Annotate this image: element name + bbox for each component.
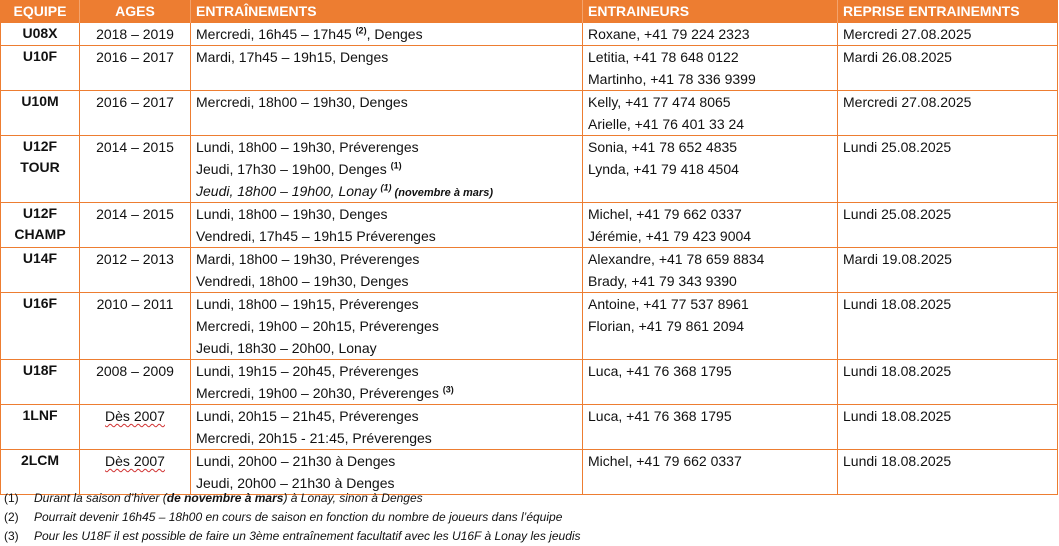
restart-cell xyxy=(838,405,1058,450)
table-row xyxy=(1,136,1058,203)
team-name: U12F xyxy=(22,138,58,154)
training-text: Jeudi, 18h30 – 20h00, Lonay xyxy=(196,340,377,356)
coaches-cell xyxy=(583,46,838,91)
ages-cell xyxy=(80,360,191,405)
restart-cell xyxy=(838,450,1058,495)
table-row xyxy=(1,203,1058,248)
coach-contact: Brady, +41 79 343 9390 xyxy=(588,273,737,289)
team-cell xyxy=(1,450,80,495)
training-text: Mercredi, 19h00 – 20h30, Préverenges xyxy=(196,385,443,401)
coach-contact: Michel, +41 79 662 0337 xyxy=(588,206,742,222)
coach-contact: Jérémie, +41 79 423 9004 xyxy=(588,228,752,244)
footnote-ref: (1) xyxy=(380,182,392,193)
footnote-text-before: Durant la saison d’hiver ( xyxy=(34,491,167,505)
training-text: Mardi, 18h00 – 19h30, Préverenges xyxy=(196,251,420,267)
trainings-cell xyxy=(191,360,583,405)
ages-value: 2012 – 2013 xyxy=(96,251,174,267)
ages-cell xyxy=(80,136,191,203)
footnote xyxy=(4,508,581,527)
coach-contact: Martinho, +41 78 336 9399 xyxy=(588,71,756,87)
training-text: Mercredi, 19h00 – 20h15, Préverenges xyxy=(196,318,439,334)
restart-cell xyxy=(838,360,1058,405)
trainings-cell xyxy=(191,450,583,495)
trainings-cell xyxy=(191,203,583,248)
trainings-cell xyxy=(191,248,583,293)
trainings-cell xyxy=(191,46,583,91)
ages-value: Dès 2007 xyxy=(105,408,165,424)
footnote-text-after: ) à Lonay, sinon à Denges xyxy=(283,491,423,505)
table-row xyxy=(1,23,1058,46)
training-text: Mercredi, 20h15 - 21:45, Préverenges xyxy=(196,430,432,446)
training-text: Lundi, 20h00 – 21h30 à Denges xyxy=(196,453,396,469)
team-cell xyxy=(1,91,80,136)
header-training: ENTRAÎNEMENTS xyxy=(191,0,583,23)
team-cell xyxy=(1,136,80,203)
training-line xyxy=(196,91,582,113)
training-line xyxy=(196,203,582,225)
coaches-cell xyxy=(583,136,838,203)
training-note: (novembre à mars) xyxy=(391,187,493,199)
training-text: Lundi, 18h00 – 19h30, Préverenges xyxy=(196,139,419,155)
ages-value: 2014 – 2015 xyxy=(96,139,174,155)
coach-contact: Alexandre, +41 78 659 8834 xyxy=(588,251,765,267)
coach-contact: Michel, +41 79 662 0337 xyxy=(588,453,742,469)
coach-contact: Florian, +41 79 861 2094 xyxy=(588,318,745,334)
restart-date: Lundi 25.08.2025 xyxy=(843,206,952,222)
coaches-cell xyxy=(583,203,838,248)
restart-date: Lundi 25.08.2025 xyxy=(843,139,952,155)
ages-value: 2016 – 2017 xyxy=(96,49,174,65)
training-line xyxy=(196,180,582,202)
training-text: Lundi, 20h15 – 21h45, Préverenges xyxy=(196,408,419,424)
trainings-cell xyxy=(191,405,583,450)
restart-cell xyxy=(838,46,1058,91)
training-text: Lundi, 18h00 – 19h15, Préverenges xyxy=(196,296,419,312)
coaches-cell xyxy=(583,293,838,360)
restart-date: Mardi 19.08.2025 xyxy=(843,251,952,267)
team-name: U16F xyxy=(22,295,58,311)
footnote-ref: (3) xyxy=(442,384,454,395)
team-cell xyxy=(1,293,80,360)
training-line xyxy=(196,382,582,404)
training-text: Jeudi, 18h00 – 19h00, Lonay xyxy=(196,183,381,199)
restart-cell xyxy=(838,203,1058,248)
coach-contact: Kelly, +41 77 474 8065 xyxy=(588,94,731,110)
footnote-text-bold: de novembre à mars xyxy=(166,491,284,505)
table-row xyxy=(1,450,1058,495)
footnotes xyxy=(4,489,581,546)
coaches-cell xyxy=(583,405,838,450)
team-name: U12F xyxy=(22,205,58,221)
restart-date: Lundi 18.08.2025 xyxy=(843,363,952,379)
table-row xyxy=(1,248,1058,293)
training-line xyxy=(196,337,582,359)
footnote-number: (2) xyxy=(4,510,19,524)
table-row xyxy=(1,293,1058,360)
trainings-cell xyxy=(191,91,583,136)
training-text: Vendredi, 17h45 – 19h15 Préverenges xyxy=(196,228,436,244)
training-line xyxy=(196,46,582,68)
restart-date: Lundi 18.08.2025 xyxy=(843,408,952,424)
restart-date: Mercredi 27.08.2025 xyxy=(843,26,972,42)
footnote-text xyxy=(34,527,581,546)
training-location: , Denges xyxy=(366,26,423,42)
team-cell xyxy=(1,248,80,293)
team-name: U10F xyxy=(22,48,58,64)
training-text: Jeudi, 20h00 – 21h30 à Denges xyxy=(196,475,395,491)
footnote xyxy=(4,527,581,546)
trainings-cell xyxy=(191,136,583,203)
coach-contact: Letitia, +41 78 648 0122 xyxy=(588,49,739,65)
training-line xyxy=(196,360,582,382)
training-text: Mercredi, 18h00 – 19h30, Denges xyxy=(196,94,408,110)
training-text: Lundi, 18h00 – 19h30, Denges xyxy=(196,206,388,222)
coaches-cell xyxy=(583,360,838,405)
restart-cell xyxy=(838,136,1058,203)
footnote-text-before: Pour les U18F il est possible de faire un 3ème entraînement facultatif avec les U16F à Lonay les jeudis xyxy=(34,529,581,543)
trainings-cell xyxy=(191,23,583,46)
coaches-cell xyxy=(583,450,838,495)
training-text: Lundi, 19h15 – 20h45, Préverenges xyxy=(196,363,419,379)
ages-value: 2018 – 2019 xyxy=(96,26,174,42)
footnote xyxy=(4,489,581,508)
team-cell xyxy=(1,46,80,91)
ages-cell xyxy=(80,450,191,495)
ages-value: 2008 – 2009 xyxy=(96,363,174,379)
restart-cell xyxy=(838,91,1058,136)
table-row xyxy=(1,405,1058,450)
ages-value: 2014 – 2015 xyxy=(96,206,174,222)
coaches-cell xyxy=(583,248,838,293)
footnote-ref: (2) xyxy=(355,25,367,36)
header-team: EQUIPE xyxy=(1,0,80,23)
schedule-body xyxy=(1,23,1058,495)
restart-cell xyxy=(838,248,1058,293)
team-cell xyxy=(1,23,80,46)
footnote-text-before: Pourrait devenir 16h45 – 18h00 en cours de saison en fonction du nombre de joueurs dans l’équipe xyxy=(34,510,563,524)
team-name: U14F xyxy=(22,250,58,266)
team-name: U08X xyxy=(22,25,58,41)
training-line xyxy=(196,293,582,315)
ages-cell xyxy=(80,405,191,450)
training-text: Mardi, 17h45 – 19h15, Denges xyxy=(196,49,389,65)
team-cell xyxy=(1,203,80,248)
coach-contact: Sonia, +41 78 652 4835 xyxy=(588,139,738,155)
table-row xyxy=(1,91,1058,136)
training-line xyxy=(196,23,582,45)
training-line xyxy=(196,270,582,292)
training-text: Mercredi, 16h45 – 17h45 xyxy=(196,26,356,42)
ages-cell xyxy=(80,293,191,360)
team-name: 2LCM xyxy=(20,452,60,468)
team-name: U10M xyxy=(21,93,59,109)
training-text: Jeudi, 17h30 – 19h00, Denges xyxy=(196,161,391,177)
coach-contact: Luca, +41 76 368 1795 xyxy=(588,363,732,379)
restart-cell xyxy=(838,293,1058,360)
restart-date: Lundi 18.08.2025 xyxy=(843,296,952,312)
team-name: TOUR xyxy=(20,159,60,175)
coach-contact: Antoine, +41 77 537 8961 xyxy=(588,296,749,312)
coaches-cell xyxy=(583,91,838,136)
restart-cell xyxy=(838,23,1058,46)
header-ages: AGES xyxy=(80,0,191,23)
ages-cell xyxy=(80,46,191,91)
training-line xyxy=(196,136,582,158)
training-line xyxy=(196,405,582,427)
table-row xyxy=(1,46,1058,91)
ages-value: 2010 – 2011 xyxy=(96,296,174,312)
ages-cell xyxy=(80,23,191,46)
header-restart: REPRISE ENTRAINEMNTS xyxy=(838,0,1058,23)
footnote-ref: (1) xyxy=(390,160,402,171)
footnote-text xyxy=(34,508,562,527)
training-line xyxy=(196,315,582,337)
ages-cell xyxy=(80,248,191,293)
training-line xyxy=(196,225,582,247)
training-text: Vendredi, 18h00 – 19h30, Denges xyxy=(196,273,409,289)
footnote-text xyxy=(34,489,423,508)
coach-contact: Lynda, +41 79 418 4504 xyxy=(588,161,739,177)
training-line xyxy=(196,427,582,449)
coaches-cell xyxy=(583,23,838,46)
header-row xyxy=(1,0,1058,23)
team-name: CHAMP xyxy=(14,226,66,242)
ages-cell xyxy=(80,203,191,248)
training-line xyxy=(196,450,582,472)
header-coaches: ENTRAINEURS xyxy=(583,0,838,23)
restart-date: Mercredi 27.08.2025 xyxy=(843,94,972,110)
ages-cell xyxy=(80,91,191,136)
coach-contact: Arielle, +41 76 401 33 24 xyxy=(588,116,745,132)
table-row xyxy=(1,360,1058,405)
team-name: U18F xyxy=(22,362,58,378)
ages-value: 2016 – 2017 xyxy=(96,94,174,110)
restart-date: Mardi 26.08.2025 xyxy=(843,49,952,65)
footnote-number: (3) xyxy=(4,529,19,543)
coach-contact: Luca, +41 76 368 1795 xyxy=(588,408,732,424)
team-cell xyxy=(1,405,80,450)
ages-value: Dès 2007 xyxy=(105,453,165,469)
trainings-cell xyxy=(191,293,583,360)
coach-contact: Roxane, +41 79 224 2323 xyxy=(588,26,750,42)
team-cell xyxy=(1,360,80,405)
restart-date: Lundi 18.08.2025 xyxy=(843,453,952,469)
training-line xyxy=(196,158,582,180)
team-name: 1LNF xyxy=(22,407,58,423)
training-line xyxy=(196,248,582,270)
footnote-number: (1) xyxy=(4,491,19,505)
